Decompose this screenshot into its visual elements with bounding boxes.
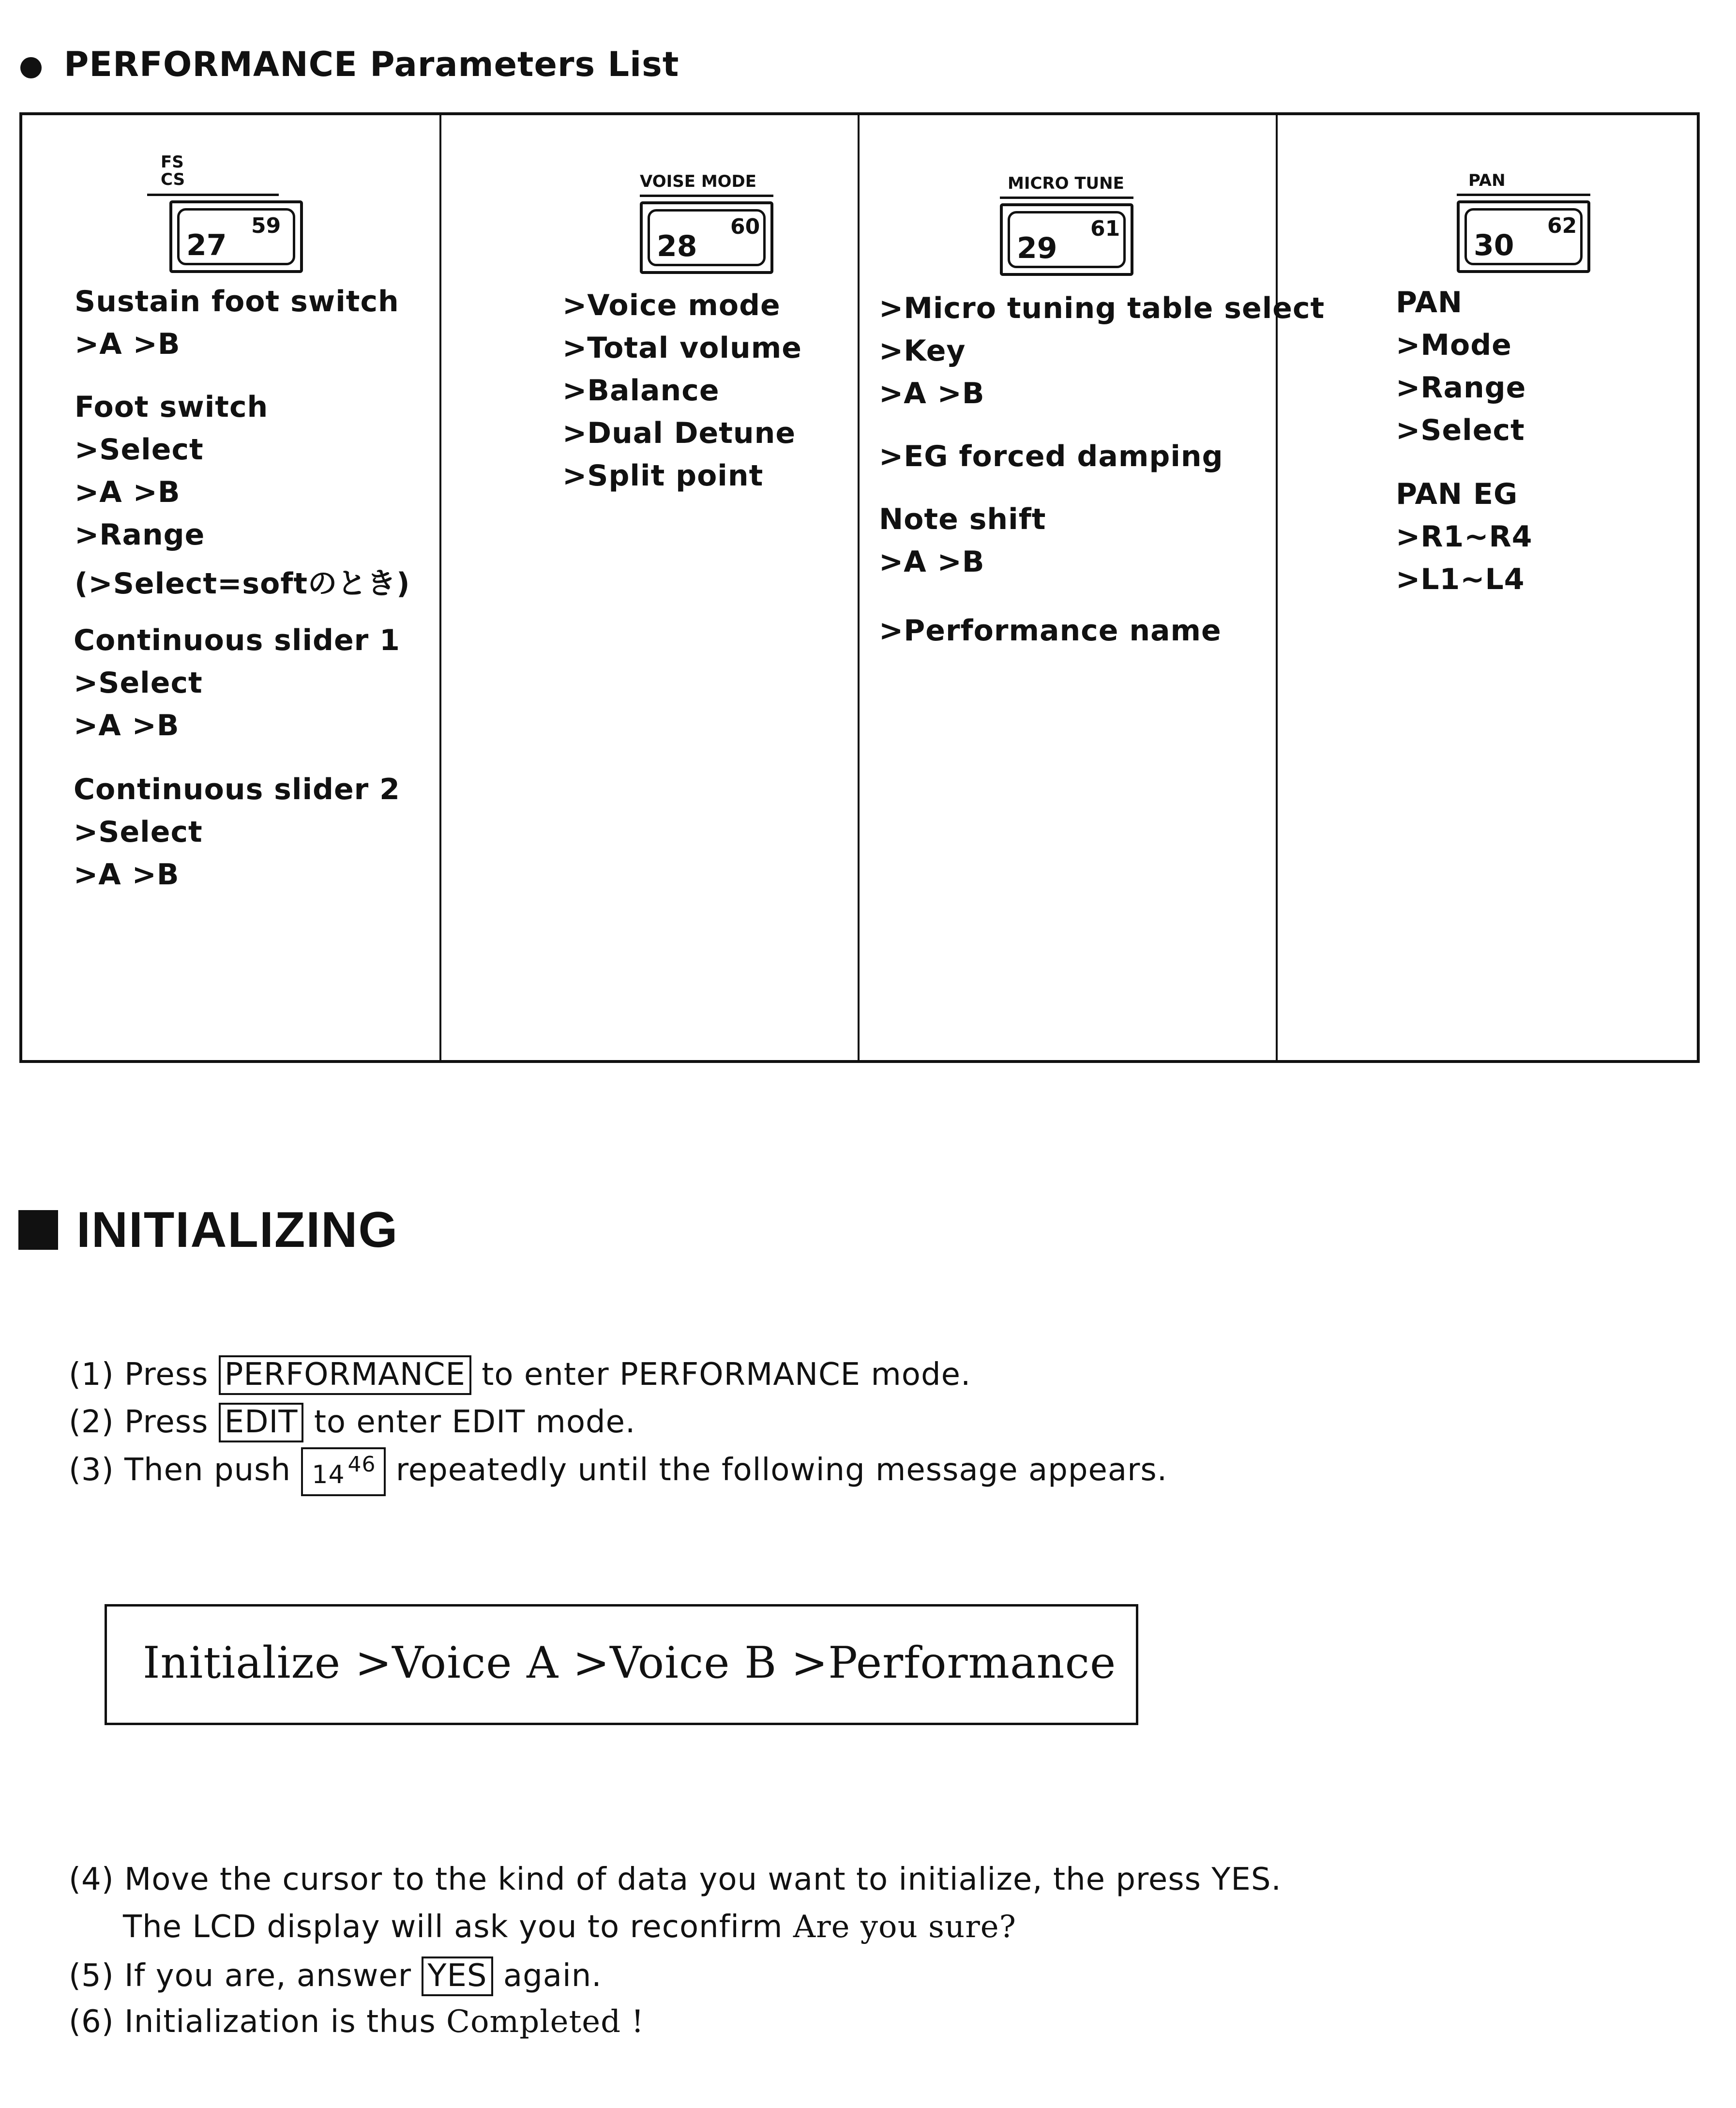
param-line: >A >B <box>75 327 181 361</box>
step-number: (6) <box>69 2004 114 2040</box>
badge-shift-number: 61 <box>1090 216 1120 241</box>
badge-number: 27 <box>186 228 227 262</box>
param-line: >Balance <box>562 374 720 408</box>
step-number: (1) <box>69 1357 114 1393</box>
key-shift-number: 46 <box>347 1452 376 1477</box>
step-text: The LCD display will ask you to reconfirm <box>123 1909 783 1945</box>
badge-label-top: MICRO TUNE <box>1008 174 1124 193</box>
step-number: (4) <box>69 1862 114 1897</box>
parameters-column-micro-tune <box>860 115 1325 1060</box>
performance-key: PERFORMANCE <box>219 1355 471 1395</box>
param-line: >A >B <box>879 377 985 410</box>
step-text: Press <box>124 1357 209 1393</box>
badge-frame <box>1000 203 1133 276</box>
badge-shift-number: 59 <box>251 213 281 238</box>
param-line: >Select <box>1396 413 1525 447</box>
param-line: Continuous slider 2 <box>74 773 400 806</box>
param-line: >Select <box>74 666 203 700</box>
step-number: (5) <box>69 1958 114 1994</box>
step-2 <box>69 1403 635 1442</box>
lcd-message-box <box>105 1604 1138 1725</box>
step-text: Move the cursor to the kind of data you want to initialize, the press <box>124 1862 1201 1897</box>
badge-label-bottom: CS <box>161 170 185 189</box>
badge-label-top: PAN <box>1468 171 1506 190</box>
param-line: Sustain foot switch <box>75 285 399 318</box>
parameters-table <box>19 112 1700 1063</box>
step-text: If you are, answer <box>124 1958 412 1994</box>
param-line: PAN EG <box>1396 477 1518 511</box>
param-line: >Total volume <box>562 331 802 365</box>
step-number: (3) <box>69 1452 114 1488</box>
yes-key: YES <box>422 1956 493 1996</box>
param-line: >Voice mode <box>562 288 781 322</box>
badge-number: 28 <box>657 229 697 263</box>
param-line: >A >B <box>74 858 180 892</box>
badge-rule <box>1457 194 1590 196</box>
key-number: 14 <box>312 1460 345 1490</box>
parameters-column-fs-cs <box>22 115 439 1060</box>
param-line: (>Select=softのとき) <box>75 567 410 601</box>
step-5 <box>69 1956 602 1996</box>
step-4 <box>69 1862 1282 1897</box>
step-end: . <box>1271 1862 1282 1897</box>
step-text: Initialization is thus <box>124 2004 436 2040</box>
parameters-column-pan <box>1278 115 1700 1060</box>
badge-frame <box>640 201 773 274</box>
param-line: >Range <box>1396 371 1526 405</box>
param-line: >A >B <box>879 545 985 579</box>
badge-rule <box>1000 197 1133 199</box>
badge-number: 30 <box>1474 228 1514 262</box>
yes-key: YES <box>1211 1862 1271 1897</box>
step-4-continued <box>123 1909 1016 1945</box>
badge-shift-number: 62 <box>1547 213 1577 238</box>
bullet-icon <box>20 57 42 78</box>
edit-key: EDIT <box>219 1403 304 1442</box>
param-line: >R1~R4 <box>1396 520 1533 554</box>
badge-label-top: VOISE MODE <box>640 172 757 191</box>
param-line: >Range <box>75 518 205 552</box>
param-line: >Dual Detune <box>562 416 796 450</box>
param-line: >Split point <box>562 459 764 493</box>
param-line: PAN <box>1396 286 1463 319</box>
param-line: >Performance name <box>879 614 1222 648</box>
badge-inner-frame <box>1008 211 1126 268</box>
step-1 <box>69 1355 971 1395</box>
badge-number: 29 <box>1017 231 1057 265</box>
param-line: >EG forced damping <box>879 440 1223 473</box>
completed-message: Completed ! <box>446 2004 645 2040</box>
badge-inner-frame <box>1464 208 1583 265</box>
param-line: Foot switch <box>75 390 269 424</box>
param-line: >A >B <box>75 475 181 509</box>
param-line: >Mode <box>1396 328 1512 362</box>
initializing-title: INITIALIZING <box>76 1202 399 1258</box>
step-text: repeatedly until the following message appears. <box>395 1452 1168 1488</box>
badge-inner-frame <box>177 208 295 265</box>
param-line: >Select <box>74 815 203 849</box>
step-text: Press <box>124 1404 209 1440</box>
step-3 <box>69 1447 1167 1496</box>
key-14-46 <box>301 1447 385 1496</box>
badge-inner-frame <box>648 209 766 266</box>
lcd-message: Initialize >Voice A >Voice B >Performance <box>143 1638 1117 1688</box>
param-line: Note shift <box>879 502 1046 536</box>
parameters-list-title: PERFORMANCE Parameters List <box>64 45 679 84</box>
badge-frame <box>169 200 303 273</box>
step-text: to enter EDIT mode. <box>314 1404 636 1440</box>
badge-frame <box>1457 200 1590 273</box>
step-text: again. <box>503 1958 602 1994</box>
badge-rule <box>147 194 279 196</box>
section-square-icon <box>18 1210 58 1250</box>
badge-label-top: FS <box>161 152 184 172</box>
param-line: >A >B <box>74 709 180 743</box>
step-text: Then push <box>124 1452 291 1488</box>
param-line: >Select <box>75 433 204 467</box>
parameters-column-voice-mode <box>441 115 858 1060</box>
param-line: >Micro tuning table select <box>879 291 1325 325</box>
step-text: to enter PERFORMANCE mode. <box>482 1357 971 1393</box>
step-number: (2) <box>69 1404 114 1440</box>
confirm-message: Are you sure? <box>793 1909 1016 1945</box>
param-line: >Key <box>879 334 966 368</box>
param-line: Continuous slider 1 <box>74 623 400 657</box>
step-6 <box>69 2004 644 2040</box>
badge-rule <box>640 195 773 197</box>
badge-shift-number: 60 <box>730 214 760 239</box>
param-line: >L1~L4 <box>1396 562 1525 596</box>
